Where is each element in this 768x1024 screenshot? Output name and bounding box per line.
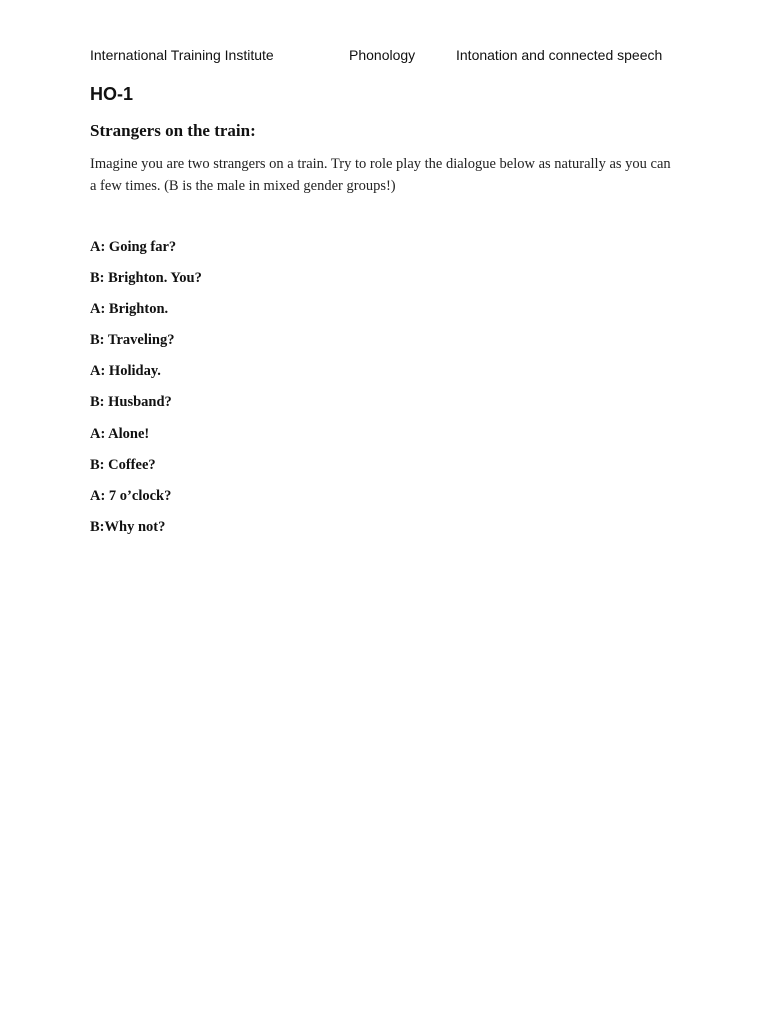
intro-paragraph: Imagine you are two strangers on a train. Try to role play the dialogue below as naturally as you can a few times. (B is the male in mixed gender groups!) (90, 156, 671, 194)
dialogue-line: A: Holiday. (90, 363, 161, 380)
header-topic: Intonation and connected speech (456, 47, 663, 63)
dialogue-line: B: Husband? (90, 394, 172, 411)
dialogue-line: B: Coffee? (90, 456, 156, 473)
dialogue-line: A: 7 o’clock? (90, 487, 172, 504)
dialogue-list (90, 237, 202, 548)
dialogue-line: A: Going far? (90, 239, 177, 255)
dialogue-line: A: Brighton. (90, 301, 169, 318)
header-institute: International Training Institute (90, 47, 274, 63)
header-subject: Phonology (349, 47, 416, 63)
dialogue-line: B: Traveling? (90, 332, 175, 349)
dialogue-line: B: Brighton. You? (90, 270, 202, 287)
page-header (90, 47, 690, 67)
handout-id: HO-1 (90, 84, 134, 104)
dialogue-line: A: Alone! (90, 425, 150, 442)
dialogue-line: B:Why not? (90, 518, 166, 535)
page-title: Strangers on the train: (90, 121, 256, 140)
